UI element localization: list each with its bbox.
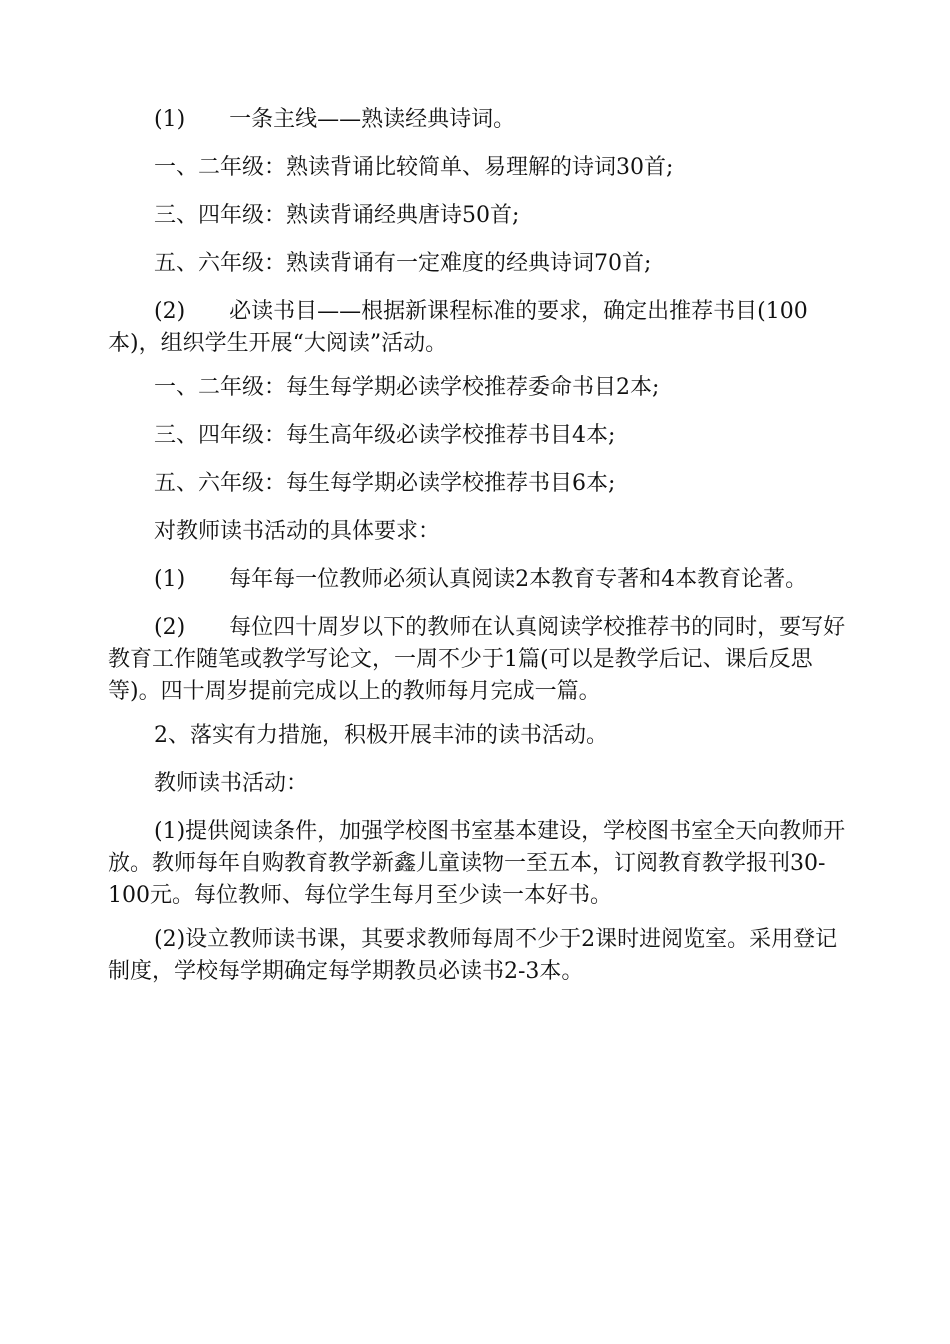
paragraph-1: (1) 一条主线——熟读经典诗词。 — [154, 107, 516, 132]
paragraph-15: (2)设立教师读书课，其要求教师每周不少于2课时进阅览室。采用登记制度，学校每学期确定每学期教员必读书2-3本。 — [108, 927, 838, 984]
paragraph-9: 对教师读书活动的具体要求： — [154, 519, 441, 544]
paragraph-14: (1)提供阅读条件，加强学校图书室基本建设，学校图书室全天向教师开放。教师每年自购教育教学新鑫儿童读物一至五本，订阅教育教学报刊30-100元。每位教师、每位学生每月至少读一本好书。 — [108, 819, 846, 908]
document-body — [108, 104, 853, 1000]
paragraph-10: (1) 每年每一位教师必须认真阅读2本教育专著和4本教育论著。 — [154, 567, 808, 592]
paragraph-3: 三、四年级：熟读背诵经典唐诗50首; — [154, 203, 520, 228]
paragraph-6: 一、二年级：每生每学期必读学校推荐委命书目2本; — [154, 375, 660, 400]
paragraph-7: 三、四年级：每生高年级必读学校推荐书目4本; — [154, 423, 616, 448]
paragraph-12: 2、落实有力措施，积极开展丰沛的读书活动。 — [154, 723, 608, 748]
paragraph-4: 五、六年级：熟读背诵有一定难度的经典诗词70首; — [154, 251, 652, 276]
paragraph-13: 教师读书活动： — [154, 771, 309, 796]
paragraph-5: (2) 必读书目——根据新课程标准的要求，确定出推荐书目(100本)，组织学生开展“大阅读”活动。 — [108, 299, 808, 356]
paragraph-8: 五、六年级：每生每学期必读学校推荐书目6本; — [154, 471, 616, 496]
paragraph-11: (2) 每位四十周岁以下的教师在认真阅读学校推荐书的同时，要写好教育工作随笔或教学写论文，一周不少于1篇(可以是教学后记、课后反思等)。四十周岁提前完成以上的教师每月完成一篇。 — [108, 615, 846, 704]
paragraph-2: 一、二年级：熟读背诵比较简单、易理解的诗词30首; — [154, 155, 674, 180]
